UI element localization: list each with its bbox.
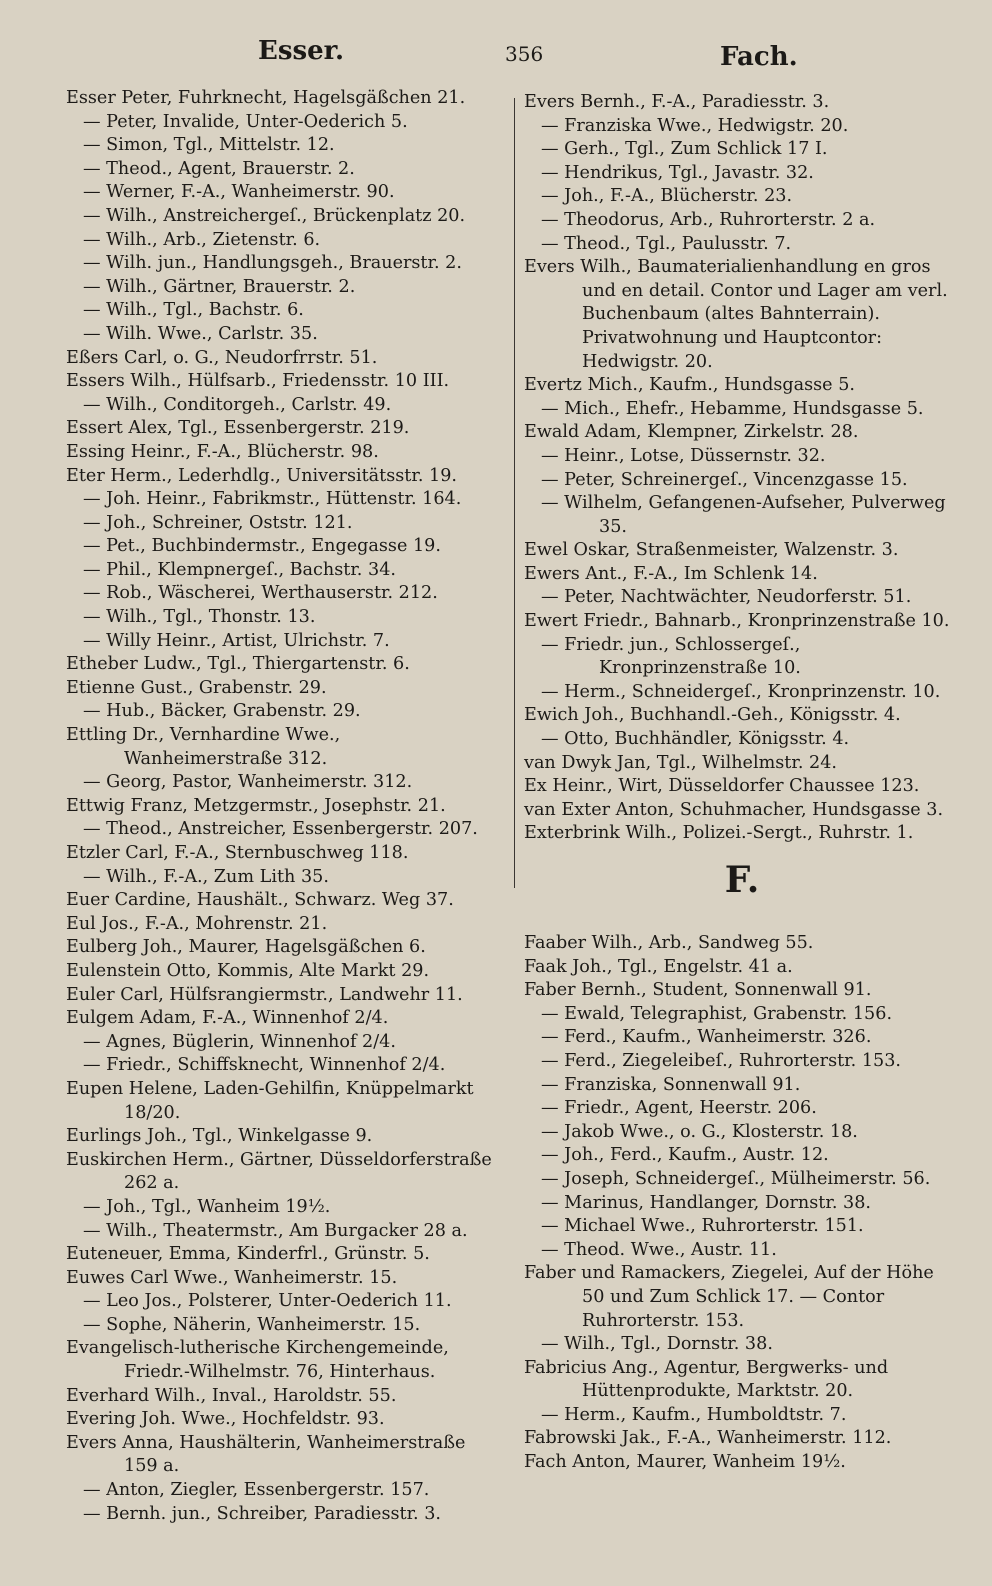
directory-entry: Ettwig Franz, Metzgermstr., Josephstr. 21. [66, 795, 446, 816]
directory-entry: — Theod., Agent, Brauerstr. 2. [83, 158, 355, 179]
directory-entry: Exterbrink Wilh., Polizei.-Sergt., Ruhrstr. 1. [524, 823, 914, 844]
directory-entry: Eul Jos., F.-A., Mohrenstr. 21. [66, 913, 328, 934]
directory-entry: — Ferd., Ziegeleibeſ., Ruhrorterstr. 153. [541, 1050, 902, 1071]
directory-entry: Euler Carl, Hülfsrangiermstr., Landwehr 11. [66, 984, 463, 1005]
directory-entry: — Theod. Wwe., Austr. 11. [541, 1239, 777, 1260]
directory-entry: — Joh., Schreiner, Oststr. 121. [83, 512, 353, 533]
directory-entry: Faak Joh., Tgl., Engelstr. 41 a. [524, 956, 793, 977]
directory-entry: Everhard Wilh., Inval., Haroldstr. 55. [66, 1385, 397, 1406]
left-column [66, 87, 504, 1526]
directory-entry: van Dwyk Jan, Tgl., Wilhelmstr. 24. [524, 752, 837, 773]
directory-entry: — Bernh. jun., Schreiber, Paradiesstr. 3. [83, 1503, 442, 1524]
directory-entry: Ewers Ant., F.-A., Im Schlenk 14. [524, 563, 818, 584]
directory-entry: — Wilh. Wwe., Carlstr. 35. [83, 323, 318, 344]
directory-entry: — Agnes, Büglerin, Winnenhof 2/4. [83, 1031, 396, 1052]
directory-entry: — Anton, Ziegler, Essenbergerstr. 157. [83, 1480, 430, 1501]
directory-entry: — Peter, Invalide, Unter-Oederich 5. [83, 111, 408, 132]
directory-entry: Evangelisch-lutherische Kirchengemeinde, Friedr.-Wilhelmstr. 76, Hinterhaus. [66, 1338, 449, 1383]
directory-entry: Evers Wilh., Baumaterialienhandlung en gros und en detail. Contor und Lager am verl. Buchenbaum (altes Bahnterrain). Privatwohnung und Hauptcontor: Hedwigstr. 20. [524, 257, 948, 372]
directory-entry: Eter Herm., Lederhdlg., Universitätsstr. 19. [66, 465, 457, 486]
directory-entry: — Jakob Wwe., o. G., Klosterstr. 18. [541, 1121, 858, 1142]
directory-entry: Eupen Helene, Laden-Gehilfin, Knüppelmarkt 18/20. [66, 1078, 474, 1123]
directory-entry: — Joh., F.-A., Blücherstr. 23. [541, 186, 793, 207]
directory-entry: — Hub., Bäcker, Grabenstr. 29. [83, 701, 361, 722]
directory-entry: — Werner, F.-A., Wanheimerstr. 90. [83, 182, 395, 203]
directory-entry: Fabrowski Jak., F.-A., Wanheimerstr. 112. [524, 1428, 892, 1449]
directory-entry: Faber und Ramackers, Ziegelei, Auf der Höhe 50 und Zum Schlick 17. — Contor Ruhrorterstr. 153. [524, 1263, 934, 1331]
directory-entry: Ex Heinr., Wirt, Düsseldorfer Chaussee 123. [524, 776, 920, 797]
directory-entry: — Wilh. jun., Handlungsgeh., Brauerstr. 2. [83, 253, 462, 274]
directory-entry: — Hendrikus, Tgl., Javastr. 32. [541, 162, 814, 183]
directory-entry: Eulberg Joh., Maurer, Hagelsgäßchen 6. [66, 937, 426, 958]
directory-entry: van Exter Anton, Schuhmacher, Hundsgasse 3. [524, 799, 944, 820]
directory-entry: Euwes Carl Wwe., Wanheimerstr. 15. [66, 1267, 398, 1288]
directory-entry: — Wilh., Anstreichergeſ., Brückenplatz 20. [83, 205, 466, 226]
directory-entry: Euer Cardine, Haushält., Schwarz. Weg 37. [66, 890, 454, 911]
header-left-keyword: Esser. [258, 36, 344, 66]
directory-entry: — Wilh., Arb., Zietenstr. 6. [83, 229, 321, 250]
directory-entry: Euskirchen Herm., Gärtner, Düsseldorferstraße 262 a. [66, 1149, 492, 1194]
directory-entry: Etienne Gust., Grabenstr. 29. [66, 677, 327, 698]
directory-entry: — Friedr., Agent, Heerstr. 206. [541, 1098, 817, 1119]
directory-entry: Fach Anton, Maurer, Wanheim 19½. [524, 1452, 846, 1473]
directory-entry: Eulgem Adam, F.-A., Winnenhof 2/4. [66, 1008, 389, 1029]
directory-entry: — Peter, Nachtwächter, Neudorferstr. 51. [541, 587, 912, 608]
directory-entry: — Herm., Schneidergeſ., Kronprinzenstr. 10. [541, 681, 941, 702]
directory-entry: — Gerh., Tgl., Zum Schlick 17 I. [541, 139, 828, 160]
directory-entry: Ewel Oskar, Straßenmeister, Walzenstr. 3. [524, 540, 899, 561]
directory-entry: — Ewald, Telegraphist, Grabenstr. 156. [541, 1003, 893, 1024]
directory-entry: Ewich Joh., Buchhandl.-Geh., Königsstr. 4. [524, 705, 901, 726]
directory-entry: — Marinus, Handlanger, Dornstr. 38. [541, 1192, 871, 1213]
directory-entry: — Heinr., Lotse, Düssernstr. 32. [541, 445, 826, 466]
directory-entry: — Joseph, Schneidergeſ., Mülheimerstr. 56. [541, 1168, 931, 1189]
directory-entry: — Theod., Anstreicher, Essenbergerstr. 207. [83, 819, 478, 840]
directory-entry: Euteneuer, Emma, Kinderfrl., Grünstr. 5. [66, 1244, 430, 1265]
directory-entry: — Joh., Tgl., Wanheim 19½. [83, 1196, 331, 1217]
directory-entry: — Ferd., Kaufm., Wanheimerstr. 326. [541, 1027, 872, 1048]
directory-entry: Evers Bernh., F.-A., Paradiesstr. 3. [524, 92, 830, 112]
directory-entry: Eurlings Joh., Tgl., Winkelgasse 9. [66, 1126, 373, 1147]
directory-entry: Ettling Dr., Vernhardine Wwe., Wanheimerstraße 312. [66, 725, 341, 769]
directory-entry: Ewald Adam, Klempner, Zirkelstr. 28. [524, 422, 859, 443]
directory-entry: Eßers Carl, o. G., Neudorfrrstr. 51. [66, 347, 378, 368]
directory-entry: — Joh., Ferd., Kaufm., Austr. 12. [541, 1145, 829, 1166]
directory-entry: Etheber Ludw., Tgl., Thiergartenstr. 6. [66, 654, 410, 675]
directory-entry: Eulenstein Otto, Kommis, Alte Markt 29. [66, 960, 430, 981]
directory-entry: — Joh. Heinr., Fabrikmstr., Hüttenstr. 164. [83, 489, 462, 510]
right-column [524, 91, 960, 1475]
directory-entry: — Friedr. jun., Schlossergeſ., Kronprinzenstraße 10. [541, 634, 801, 679]
directory-entry: Evers Anna, Haushälterin, Wanheimerstraße 159 a. [66, 1432, 466, 1477]
section-letter-heading: F. [724, 859, 760, 901]
directory-entry: — Wilh., Tgl., Thonstr. 13. [83, 607, 316, 628]
directory-entry: — Theodorus, Arb., Ruhrorterstr. 2 a. [541, 209, 876, 230]
directory-entry: — Wilh., Tgl., Dornstr. 38. [541, 1334, 773, 1355]
directory-entry: — Herm., Kaufm., Humboldtstr. 7. [541, 1404, 847, 1425]
directory-entry: Esser Peter, Fuhrknecht, Hagelsgäßchen 21. [66, 88, 466, 108]
directory-entry: — Rob., Wäscherei, Werthauserstr. 212. [83, 583, 438, 604]
directory-entry: Fabricius Ang., Agentur, Bergwerks- und Hüttenprodukte, Marktstr. 20. [524, 1357, 889, 1402]
directory-entry: Evertz Mich., Kaufm., Hundsgasse 5. [524, 375, 855, 396]
header-right-keyword: Fach. [720, 42, 798, 72]
directory-entry: Faber Bernh., Student, Sonnenwall 91. [524, 980, 872, 1001]
directory-entry: Etzler Carl, F.-A., Sternbuschweg 118. [66, 843, 409, 863]
directory-entry: — Phil., Klempnergeſ., Bachstr. 34. [83, 559, 396, 580]
page-header [0, 30, 992, 80]
directory-entry: — Mich., Ehefr., Hebamme, Hundsgasse 5. [541, 398, 924, 419]
page-number: 356 [505, 42, 544, 66]
directory-entry: — Simon, Tgl., Mittelstr. 12. [83, 135, 335, 156]
directory-entry: — Otto, Buchhändler, Königsstr. 4. [541, 729, 850, 750]
column-divider [514, 98, 515, 888]
directory-entry: — Wilh., F.-A., Zum Lith 35. [83, 866, 329, 887]
directory-entry: — Wilhelm, Gefangenen-Aufseher, Pulverweg 35. [541, 493, 946, 537]
directory-entry: — Pet., Buchbindermstr., Engegasse 19. [83, 536, 441, 557]
directory-entry: Essers Wilh., Hülfsarb., Friedensstr. 10 III. [66, 371, 450, 392]
directory-entry: — Theod., Tgl., Paulusstr. 7. [541, 233, 792, 254]
directory-entry: Essert Alex, Tgl., Essenbergerstr. 219. [66, 418, 410, 439]
directory-entry: — Wilh., Tgl., Bachstr. 6. [83, 300, 304, 321]
directory-entry: — Leo Jos., Polsterer, Unter-Oederich 11. [83, 1291, 452, 1312]
directory-entry: Essing Heinr., F.-A., Blücherstr. 98. [66, 441, 379, 462]
directory-entry: — Wilh., Conditorgeh., Carlstr. 49. [83, 394, 392, 415]
directory-entry: Ewert Friedr., Bahnarb., Kronprinzenstraße 10. [524, 611, 950, 632]
directory-entry: — Wilh., Theatermstr., Am Burgacker 28 a. [83, 1220, 468, 1241]
directory-entry: — Friedr., Schiffsknecht, Winnenhof 2/4. [83, 1055, 446, 1076]
right-column-entries-e [524, 91, 960, 846]
directory-entry: — Franziska, Sonnenwall 91. [541, 1074, 801, 1095]
directory-entry: Evering Joh. Wwe., Hochfeldstr. 93. [66, 1409, 385, 1430]
directory-entry: — Peter, Schreinergeſ., Vincenzgasse 15. [541, 469, 908, 490]
directory-entry: — Franziska Wwe., Hedwigstr. 20. [541, 115, 849, 136]
directory-entry: — Willy Heinr., Artist, Ulrichstr. 7. [83, 630, 390, 651]
directory-entry: — Georg, Pastor, Wanheimerstr. 312. [83, 772, 413, 793]
directory-entry: — Michael Wwe., Ruhrorterstr. 151. [541, 1216, 864, 1237]
directory-entry: — Wilh., Gärtner, Brauerstr. 2. [83, 276, 356, 297]
directory-entry: — Sophe, Näherin, Wanheimerstr. 15. [83, 1314, 421, 1335]
right-column-entries-f [524, 932, 960, 1475]
directory-entry: Faaber Wilh., Arb., Sandweg 55. [524, 933, 814, 953]
